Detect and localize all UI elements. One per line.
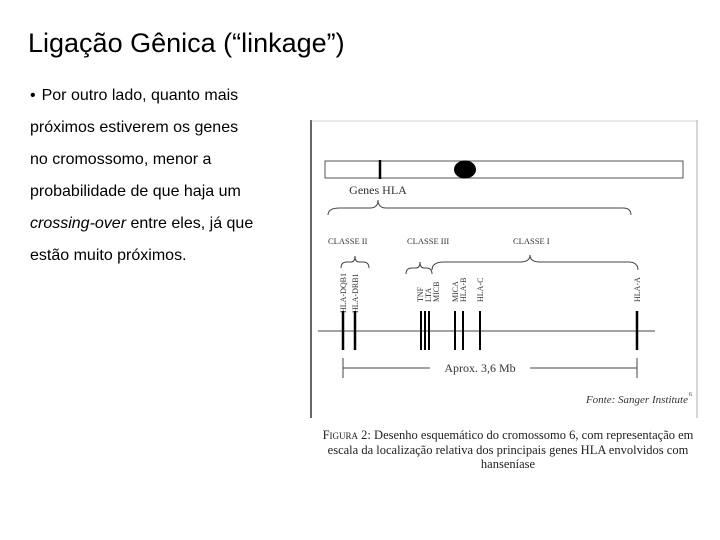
chromosome-bar xyxy=(325,161,683,178)
figure-caption xyxy=(316,428,700,472)
class-ii-brace xyxy=(341,256,369,268)
gene-label-hla-a: HLA-A xyxy=(633,277,642,302)
bullet-marker: • xyxy=(30,87,36,104)
class-iii-brace xyxy=(406,262,432,274)
class-iii-label: CLASSE III xyxy=(407,236,450,246)
gene-label-micb: MICB xyxy=(432,281,441,302)
source-superscript: 6 xyxy=(689,392,692,398)
bullet-line-6: estão muito próximos. xyxy=(30,247,187,264)
genes-hla-label: Genes HLA xyxy=(349,183,407,197)
bullet-text xyxy=(30,80,300,272)
chromosome-figure xyxy=(310,118,702,420)
bullet-line-3: no cromossomo, menor a xyxy=(30,151,212,168)
gene-label-hla-drb1: HLA-DRB1 xyxy=(351,273,360,313)
genes-hla-brace xyxy=(328,200,631,215)
caption-lead: Figura 2: xyxy=(322,428,371,442)
centromere xyxy=(454,161,476,179)
slide-title: Ligação Gênica (“linkage”) xyxy=(28,28,345,58)
scale-label: Aprox. 3,6 Mb xyxy=(444,361,516,375)
gene-label-mica: MICA xyxy=(451,281,460,302)
bullet-text-5: entre eles, já que xyxy=(126,215,254,232)
gene-label-hla-c: HLA-C xyxy=(476,277,485,302)
bullet-line-1 xyxy=(30,80,300,112)
gene-label-hla-dqb1: HLA-DQB1 xyxy=(339,273,348,313)
gene-label-tnf: TNF xyxy=(416,286,425,302)
source-name: Sanger Institute xyxy=(618,394,688,406)
crossing-over-term: crossing-over xyxy=(30,215,127,232)
class-i-brace xyxy=(432,255,638,270)
class-ii-label: CLASSE II xyxy=(328,236,368,246)
bullet-line-5 xyxy=(30,208,300,240)
bullet-text-1: Por outro lado, quanto mais xyxy=(41,87,239,104)
source-prefix: Fonte: xyxy=(585,394,616,406)
bullet-line-4: probabilidade de que haja um xyxy=(30,183,241,200)
class-i-label: CLASSE I xyxy=(513,236,550,246)
gene-label-hla-b: HLA-B xyxy=(459,277,468,302)
caption-text: Desenho esquemático do cromossomo 6, com representação em escala da localização relativa dos principais genes HLA envolvidos com hanseníase xyxy=(327,428,694,471)
bullet-line-2: próximos estiverem os genes xyxy=(30,119,239,136)
gene-label-lta: LTA xyxy=(424,287,433,302)
source-credit xyxy=(585,394,688,406)
